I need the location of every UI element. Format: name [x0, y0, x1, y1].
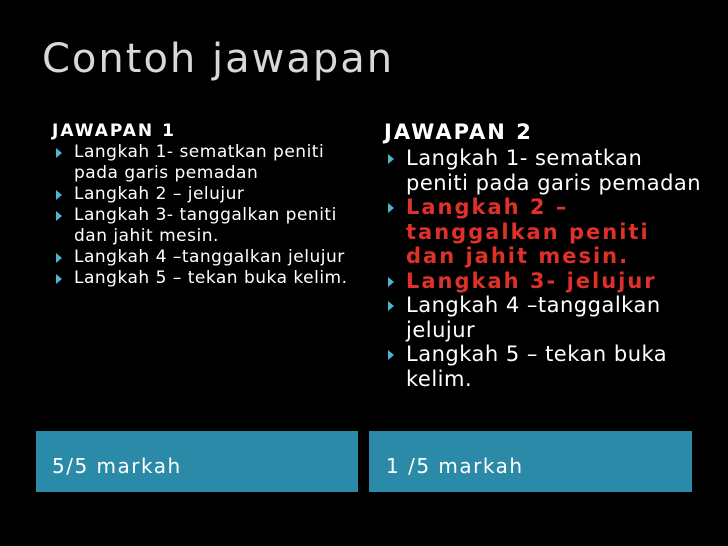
step-text: Langkah 1- sematkan peniti pada garis pemadan [74, 142, 325, 183]
step-text: Langkah 5 – tekan buka kelim. [74, 268, 348, 288]
step-text: Langkah 3- tanggalkan peniti dan jahit mesin. [74, 205, 337, 246]
marks-label-1: 5/5 markah [52, 454, 182, 478]
triangle-bullet-icon [56, 253, 62, 263]
list-item [52, 184, 352, 205]
triangle-bullet-icon [56, 274, 62, 284]
step-text: Langkah 1- sematkan peniti pada garis pemadan [406, 146, 702, 195]
answer-column-2 [384, 120, 704, 391]
list-item [384, 146, 704, 195]
answer-2-steps [384, 146, 704, 391]
list-item [52, 247, 352, 268]
triangle-bullet-icon [388, 203, 394, 213]
step-text: Langkah 2 – jelujur [74, 184, 245, 204]
list-item [384, 293, 704, 342]
list-item-highlighted [384, 269, 704, 294]
answer-1-steps [52, 142, 352, 289]
triangle-bullet-icon [388, 350, 394, 360]
answer-1-header: JAWAPAN 1 [52, 121, 176, 141]
list-item-highlighted [384, 195, 704, 269]
marks-label-2: 1 /5 markah [386, 454, 524, 478]
step-text: Langkah 3- jelujur [406, 268, 657, 293]
triangle-bullet-icon [388, 277, 394, 287]
slide-title: Contoh jawapan [42, 36, 395, 82]
triangle-bullet-icon [388, 301, 394, 311]
step-text: Langkah 5 – tekan buka kelim. [406, 342, 668, 391]
step-text: Langkah 2 – tanggalkan peniti dan jahit mesin. [406, 195, 650, 268]
list-item [52, 142, 352, 184]
list-item [52, 268, 352, 289]
answer-column-1 [52, 120, 352, 289]
triangle-bullet-icon [56, 211, 62, 221]
triangle-bullet-icon [56, 148, 62, 158]
triangle-bullet-icon [56, 190, 62, 200]
triangle-bullet-icon [388, 154, 394, 164]
step-text: Langkah 4 –tanggalkan jelujur [406, 293, 661, 342]
step-text: Langkah 4 –tanggalkan jelujur [74, 247, 345, 267]
answer-2-header: JAWAPAN 2 [384, 120, 533, 144]
list-item [52, 205, 352, 247]
list-item [384, 342, 704, 391]
